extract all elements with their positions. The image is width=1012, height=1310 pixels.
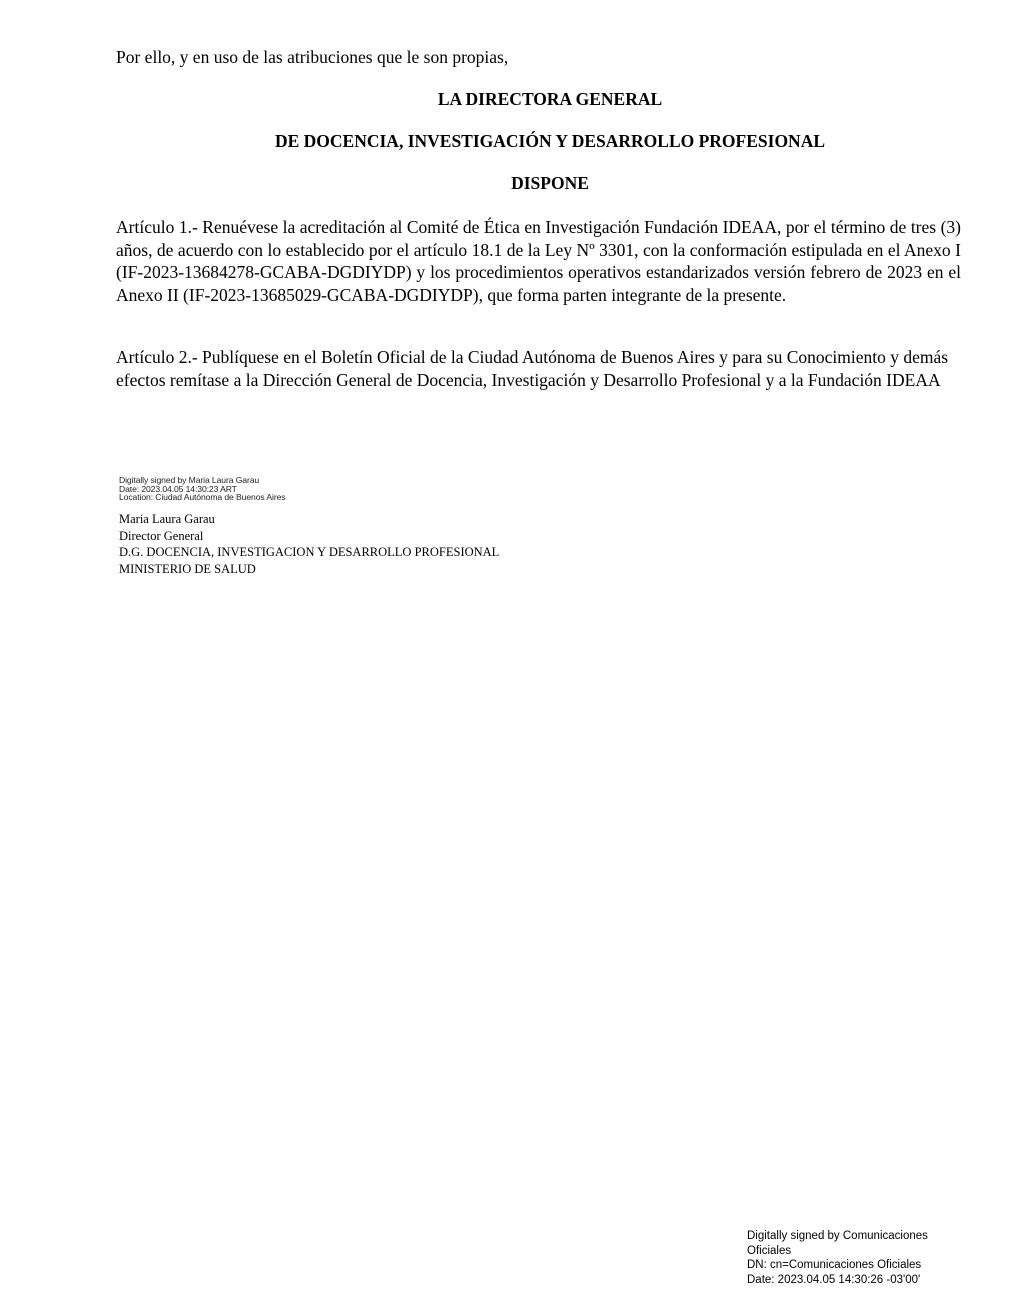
stamp-line-1: Digitally signed by Comunicaciones xyxy=(747,1230,928,1242)
signer-name: Maria Laura Garau xyxy=(119,512,215,526)
heading-direccion: DE DOCENCIA, INVESTIGACIÓN Y DESARROLLO PROFESIONAL xyxy=(274,131,826,151)
article-1: Artículo 1.- Renuévese la acreditación al Comité de Ética en Investigación Fundación IDEAA, por el término de tres (3) años, de acuerdo con lo establecido por el artículo 18.1 de la Ley Nº 3301, con la conformación estipulada en el Anexo I (IF-2023-13684278-GCABA-DGDIYDP) y los procedimientos operativos estandarizados versión febrero de 2023 en el Anexo II (IF-2023-13685029-GCABA-DGDIYDP), que forma parten integrante de la presente. xyxy=(116,217,961,305)
signature-date: Date: 2023.04.05 14:30:23 ART xyxy=(119,483,237,494)
signature-location: Location: Ciudad Autónoma de Buenos Aires xyxy=(119,492,286,503)
signer-ministry: MINISTERIO DE SALUD xyxy=(119,561,256,576)
signer-block xyxy=(119,511,499,577)
signer-title: Director General xyxy=(119,528,204,543)
heading-dispone: DISPONE xyxy=(511,173,589,193)
official-digital-stamp xyxy=(747,1229,957,1287)
article-2: Artículo 2.- Publíquese en el Boletín Oficial de la Ciudad Autónoma de Buenos Aires y para su Conocimiento y demás efectos remítase a la Dirección General de Docencia, Investigación y Desarrollo Profesional y a la Fundación IDEAA xyxy=(116,347,949,390)
intro-paragraph: Por ello, y en uso de las atribuciones que le son propias, xyxy=(116,47,509,67)
digital-signature-metadata xyxy=(119,476,285,502)
stamp-line-4: Date: 2023.04.05 14:30:26 -03'00' xyxy=(747,1273,921,1286)
heading-directora: LA DIRECTORA GENERAL xyxy=(437,89,663,109)
signature-signed-by: Digitally signed by Maria Laura Garau xyxy=(119,475,260,485)
signer-office: D.G. DOCENCIA, INVESTIGACION Y DESARROLLO PROFESIONAL xyxy=(119,545,500,559)
stamp-line-3: DN: cn=Comunicaciones Oficiales xyxy=(747,1259,922,1271)
stamp-line-2: Oficiales xyxy=(747,1244,792,1257)
